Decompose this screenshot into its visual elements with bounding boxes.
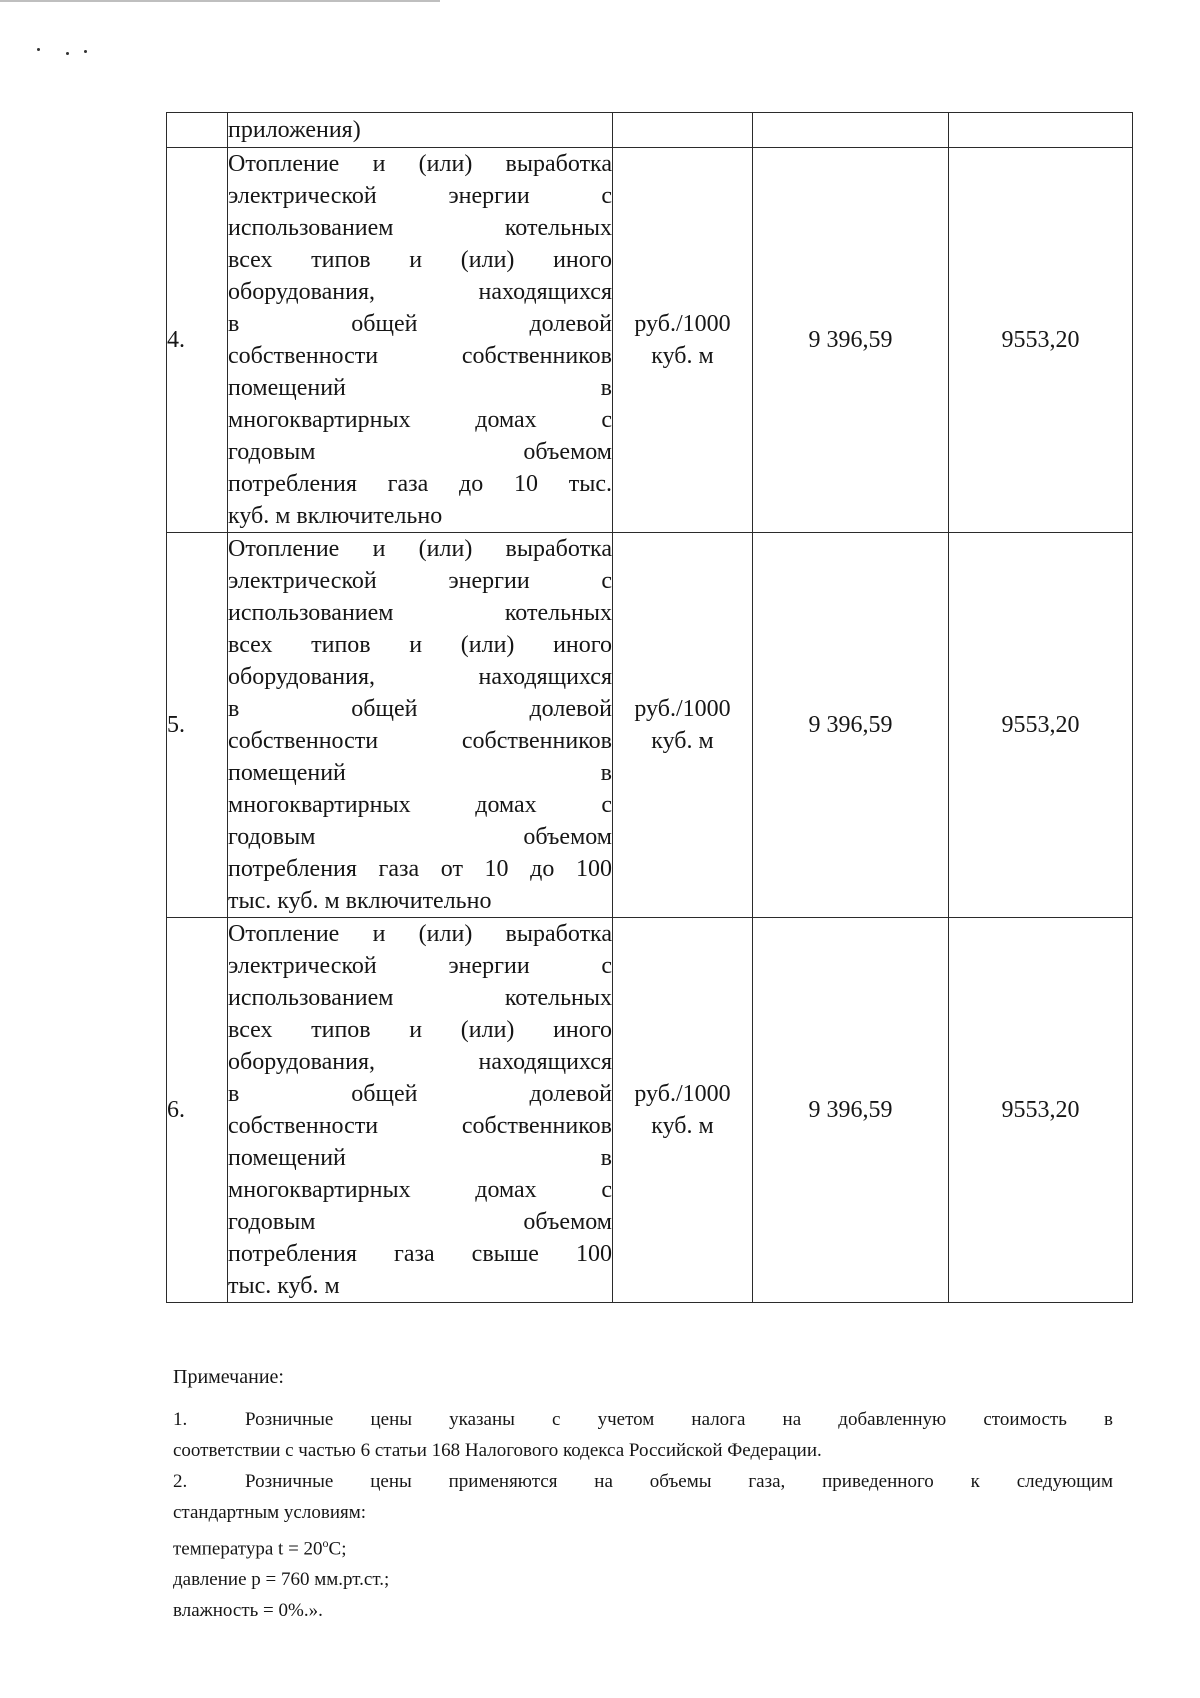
scan-speck	[66, 52, 69, 55]
note-line: соответствии с частью 6 статьи 168 Налогового кодекса Российской Федерации.	[173, 1440, 822, 1461]
description-line: Отопление и (или) выработка	[228, 151, 612, 177]
row-unit	[613, 533, 753, 918]
row-value-2: 9553,20	[949, 148, 1133, 533]
description-line: использованием котельных	[228, 215, 612, 241]
row-value-1	[753, 113, 949, 148]
row-description	[228, 918, 613, 1303]
description-line: потребления газа свыше 100	[228, 1241, 612, 1267]
row-number: 5.	[167, 533, 228, 918]
row-value-1: 9 396,59	[753, 533, 949, 918]
note-pressure: давление p = 760 мм.рт.ст.;	[173, 1569, 390, 1591]
description-line: Отопление и (или) выработка	[228, 921, 612, 947]
description-line: многоквартирных домах с	[228, 407, 612, 433]
row-value-2: 9553,20	[949, 918, 1133, 1303]
row-value-2: 9553,20	[949, 533, 1133, 918]
description-line: всех типов и (или) иного	[228, 632, 612, 658]
note-temperature	[173, 1528, 1113, 1564]
unit-line: руб./1000	[634, 311, 731, 337]
row-description	[228, 533, 613, 918]
note-humidity: влажность = 0%.».	[173, 1600, 323, 1622]
description-line: годовым объемом	[228, 1209, 612, 1235]
row-unit	[613, 918, 753, 1303]
unit-line: куб. м	[651, 1113, 714, 1139]
description-line: помещений в	[228, 760, 612, 786]
note-text	[245, 1466, 1113, 1497]
note-item	[173, 1466, 1113, 1497]
description-line: помещений в	[228, 1145, 612, 1171]
description-line: всех типов и (или) иного	[228, 247, 612, 273]
description-line: собственности собственников	[228, 343, 612, 369]
description-line: многоквартирных домах с	[228, 792, 612, 818]
description-line: в общей долевой	[228, 696, 612, 722]
description-line: собственности собственников	[228, 1113, 612, 1139]
note-text	[245, 1404, 1113, 1435]
note-item	[173, 1404, 1113, 1435]
note-line: Розничные цены применяются на объемы газа, приведенного к следующим	[245, 1471, 1113, 1492]
description-line: электрической энергии с	[228, 183, 612, 209]
description-line: многоквартирных домах с	[228, 1177, 612, 1203]
row-value-2	[949, 113, 1133, 148]
temperature-unit: С;	[328, 1538, 347, 1560]
tariff-table	[166, 112, 1133, 1303]
row-value-1: 9 396,59	[753, 918, 949, 1303]
description-line: электрической энергии с	[228, 953, 612, 979]
notes-section	[173, 1362, 1113, 1626]
note-line: стандартным условиям:	[173, 1502, 367, 1523]
description-line: электрической энергии с	[228, 568, 612, 594]
table-row	[167, 148, 1133, 533]
row-description	[228, 113, 613, 148]
degree-mark: o	[322, 1536, 329, 1550]
note-number: 1.	[173, 1409, 188, 1430]
row-number: 6.	[167, 918, 228, 1303]
description-line: всех типов и (или) иного	[228, 1017, 612, 1043]
unit-line: руб./1000	[634, 1081, 731, 1107]
temperature-text: температура t = 20	[173, 1538, 323, 1560]
description-line: потребления газа до 10 тыс.	[228, 471, 612, 497]
description-line: оборудования, находящихся	[228, 664, 612, 690]
description-line: в общей долевой	[228, 1081, 612, 1107]
row-unit	[613, 148, 753, 533]
scan-edge-line	[0, 0, 440, 2]
description-line: тыс. куб. м	[228, 1273, 340, 1299]
row-number: 4.	[167, 148, 228, 533]
notes-title: Примечание:	[173, 1366, 284, 1388]
scan-speck	[37, 48, 40, 51]
description-line: годовым объемом	[228, 824, 612, 850]
table-row	[167, 918, 1133, 1303]
description-line: куб. м включительно	[228, 503, 443, 529]
description-line: приложения)	[228, 117, 361, 143]
note-number: 2.	[173, 1471, 188, 1492]
description-line: использованием котельных	[228, 985, 612, 1011]
description-line: в общей долевой	[228, 311, 612, 337]
row-number	[167, 113, 228, 148]
row-description	[228, 148, 613, 533]
row-unit	[613, 113, 753, 148]
unit-line: куб. м	[651, 728, 714, 754]
note-line: Розничные цены указаны с учетом налога на добавленную стоимость в	[245, 1409, 1113, 1430]
description-line: потребления газа от 10 до 100	[228, 856, 612, 882]
unit-line: руб./1000	[634, 696, 731, 722]
description-line: помещений в	[228, 375, 612, 401]
table-row-continuation	[167, 113, 1133, 148]
description-line: оборудования, находящихся	[228, 1049, 612, 1075]
description-line: собственности собственников	[228, 728, 612, 754]
description-line: Отопление и (или) выработка	[228, 536, 612, 562]
table-row	[167, 533, 1133, 918]
scan-speck	[84, 50, 87, 53]
description-line: тыс. куб. м включительно	[228, 888, 492, 914]
description-line: годовым объемом	[228, 439, 612, 465]
description-line: оборудования, находящихся	[228, 279, 612, 305]
description-line: использованием котельных	[228, 600, 612, 626]
row-value-1: 9 396,59	[753, 148, 949, 533]
unit-line: куб. м	[651, 343, 714, 369]
